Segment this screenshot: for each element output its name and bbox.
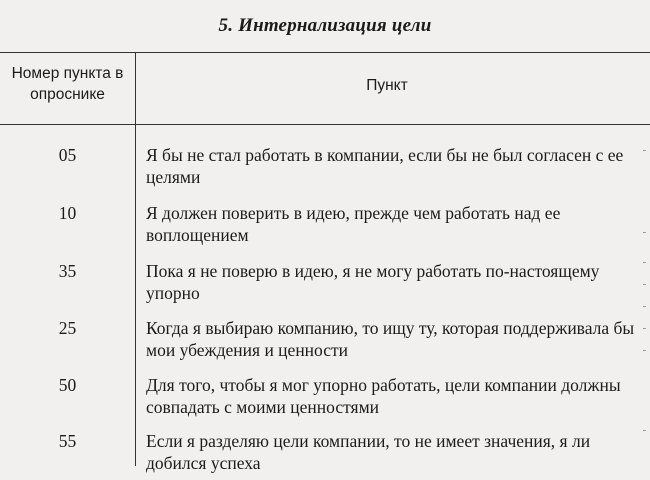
edge-mark (643, 284, 646, 285)
item-text: Пока я не поверю в идею, я не могу работать по-настоящему упорно (146, 261, 600, 303)
table-row (0, 311, 650, 367)
item-number: 25 (58, 318, 77, 338)
table-row (0, 138, 650, 194)
table-row (0, 368, 650, 424)
table-top-rule (0, 52, 650, 53)
column-header-number: Номер пункта в опроснике (11, 65, 124, 103)
item-text: Если я разделяю цели компании, то не имеет значения, я ли добился успеха (146, 431, 591, 473)
table-row (0, 254, 650, 310)
table-row (0, 424, 650, 480)
section-title: 5. Интернализация цели (218, 15, 432, 36)
edge-mark (643, 232, 646, 233)
item-number: 10 (58, 203, 77, 223)
table-header-rule (0, 124, 650, 125)
item-number: 50 (58, 375, 77, 395)
item-text: Когда я выбираю компанию, то ищу ту, которая поддерживала бы мои убеждения и ценности (146, 318, 635, 360)
table-row (0, 196, 650, 252)
item-text: Для того, чтобы я мог упорно работать, цели компании должны совпадать с моими ценностями (146, 375, 621, 417)
edge-mark (643, 262, 646, 263)
edge-mark (643, 328, 646, 329)
item-number: 35 (58, 261, 77, 281)
edge-mark (643, 306, 646, 307)
item-text: Я бы не стал работать в компании, если бы не был согласен с ее целями (146, 145, 624, 187)
item-number: 05 (58, 145, 77, 165)
column-header-item: Пункт (366, 77, 408, 94)
edge-mark (643, 430, 646, 431)
edge-mark (643, 350, 646, 351)
item-number: 55 (58, 431, 77, 451)
item-text: Я должен поверить в идею, прежде чем работать над ее воплощением (146, 203, 561, 245)
edge-mark (643, 150, 646, 151)
